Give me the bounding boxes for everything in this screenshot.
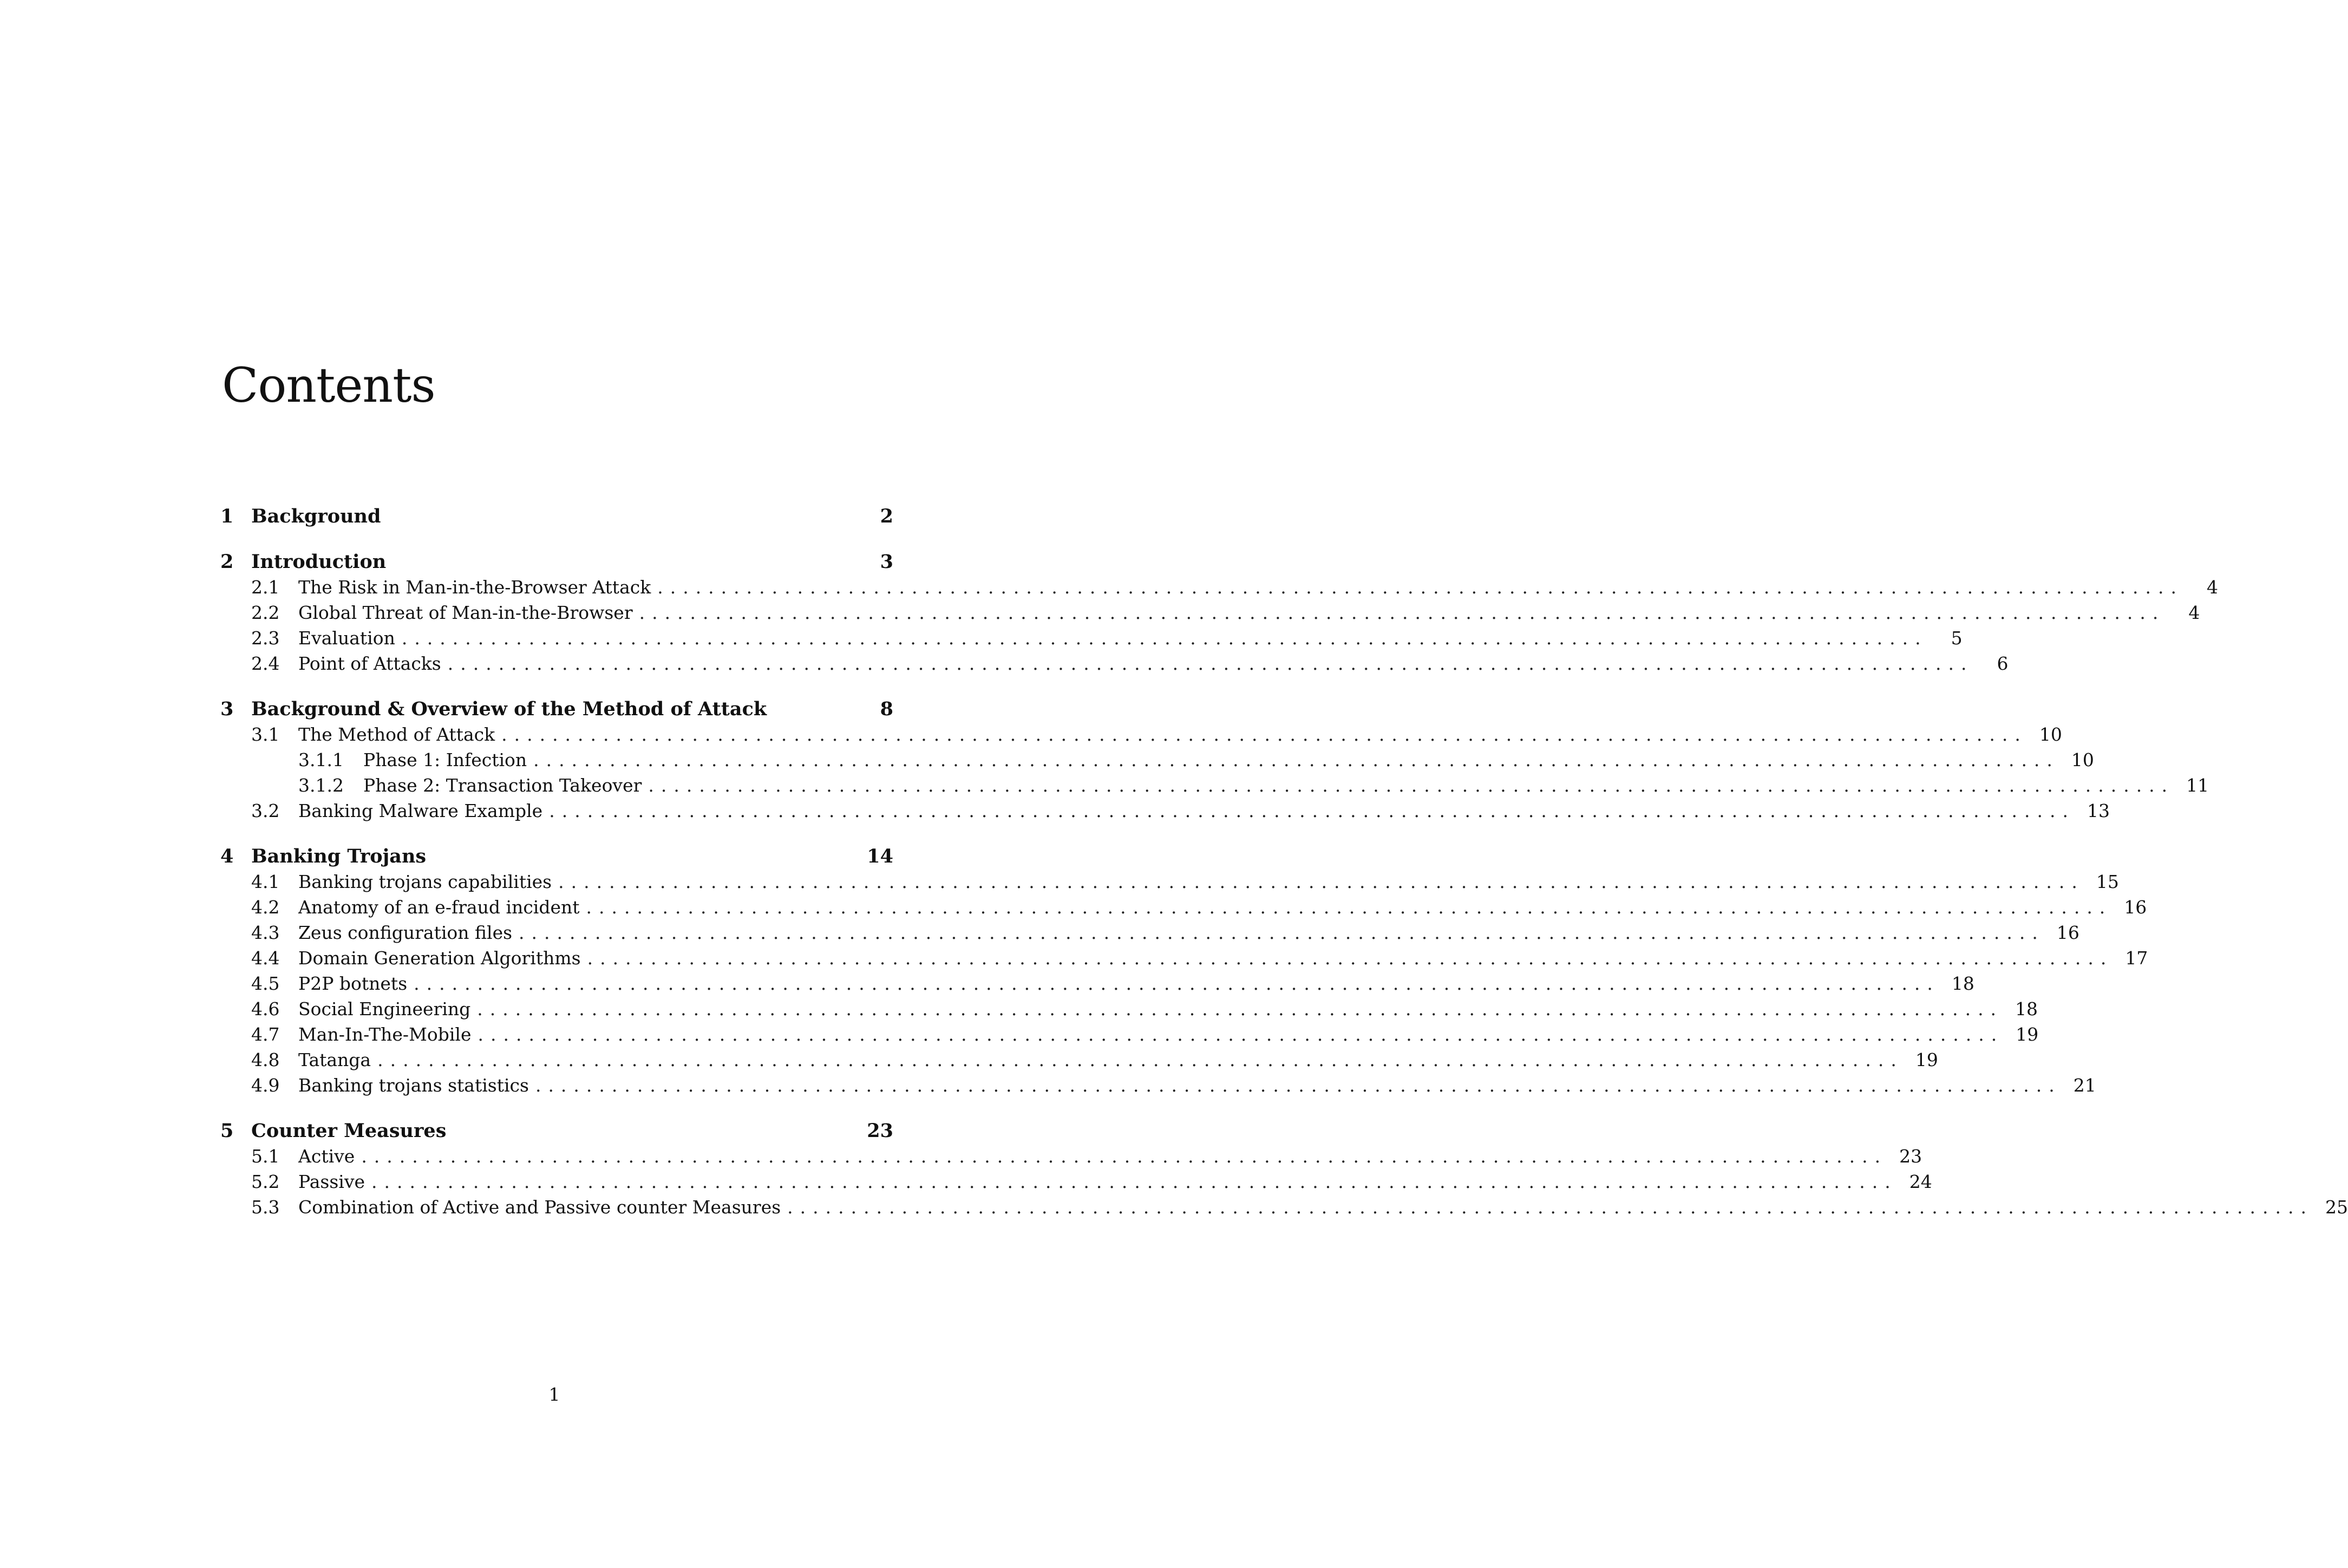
section-title: Domain Generation Algorithms xyxy=(298,948,581,969)
section-page: 16 xyxy=(2056,922,2079,943)
dot-leader: ........................................................................................................................ xyxy=(414,973,1940,994)
section-page: 25 xyxy=(2325,1197,2348,1218)
toc-section[interactable] xyxy=(220,600,2200,625)
section-page: 19 xyxy=(2016,1024,2039,1045)
section-page: 13 xyxy=(2087,800,2110,821)
toc-section[interactable] xyxy=(220,574,2218,600)
section-title: Banking trojans capabilities xyxy=(298,871,552,892)
chapter-title: Background & Overview of the Method of Attack xyxy=(251,698,767,720)
dot-leader: ........................................................................................................................ xyxy=(558,871,2084,892)
chapter-title: Banking Trojans xyxy=(251,845,427,867)
section-number: 4.6 xyxy=(251,998,280,1020)
section-page: 16 xyxy=(2124,897,2147,918)
section-page: 18 xyxy=(1951,973,1974,994)
section-number: 4.1 xyxy=(251,871,280,892)
toc-section[interactable] xyxy=(220,945,2148,971)
chapter-title: Counter Measures xyxy=(251,1120,447,1142)
dot-leader: ........................................................................................................................ xyxy=(787,1197,2313,1218)
chapter-page: 3 xyxy=(880,551,893,573)
section-title: Evaluation xyxy=(298,628,395,649)
section-number: 2.2 xyxy=(251,602,280,623)
section-number: 5.2 xyxy=(251,1171,280,1192)
section-title: Banking Malware Example xyxy=(298,800,543,821)
section-title: The Risk in Man-in-the-Browser Attack xyxy=(298,577,651,598)
section-number: 3.1.1 xyxy=(298,749,344,770)
toc-section[interactable] xyxy=(220,625,1963,651)
page-number: 1 xyxy=(548,1384,560,1405)
section-number: 4.8 xyxy=(251,1049,280,1070)
dot-leader: ........................................................................................................................ xyxy=(657,577,2183,598)
dot-leader: ........................................................................................................................ xyxy=(535,1075,2062,1096)
dot-leader: ........................................................................................................................ xyxy=(648,775,2175,796)
section-title: Passive xyxy=(298,1171,365,1192)
section-number: 4.4 xyxy=(251,948,280,969)
dot-leader: ........................................................................................................................ xyxy=(501,724,2027,745)
section-page: 15 xyxy=(2096,871,2119,892)
section-number: 4.2 xyxy=(251,897,280,918)
section-number: 2.3 xyxy=(251,628,280,649)
section-number: 3.2 xyxy=(251,800,280,821)
toc-section[interactable] xyxy=(220,1073,2096,1098)
section-title: Point of Attacks xyxy=(298,653,441,674)
section-page: 24 xyxy=(1909,1171,1932,1192)
section-number: 2.4 xyxy=(251,653,280,674)
section-page: 6 xyxy=(1997,653,2009,674)
toc-section[interactable] xyxy=(220,971,1974,996)
section-title: Social Engineering xyxy=(298,998,471,1020)
toc-section[interactable] xyxy=(220,996,2038,1022)
chapter-number: 1 xyxy=(220,505,234,527)
toc-section[interactable] xyxy=(220,894,2147,920)
section-title: Phase 1: Infection xyxy=(363,749,527,770)
section-number: 5.1 xyxy=(251,1146,280,1167)
dot-leader: ........................................................................................................................ xyxy=(549,800,2075,821)
section-number: 2.1 xyxy=(251,577,280,598)
toc-chapter[interactable] xyxy=(220,696,893,722)
section-number: 5.3 xyxy=(251,1197,280,1218)
section-page: 4 xyxy=(2188,602,2200,623)
toc-section[interactable] xyxy=(220,1047,1938,1073)
section-title: Phase 2: Transaction Takeover xyxy=(363,775,642,796)
chapter-page: 2 xyxy=(880,505,893,527)
section-title: The Method of Attack xyxy=(298,724,495,745)
toc-section[interactable] xyxy=(220,1169,1932,1194)
dot-leader: ........................................................................................................................ xyxy=(586,897,2112,918)
section-page: 4 xyxy=(2207,577,2218,598)
section-page: 11 xyxy=(2186,775,2209,796)
section-title: Active xyxy=(298,1146,355,1167)
chapter-page: 8 xyxy=(880,698,893,720)
toc-section[interactable] xyxy=(220,651,2009,676)
section-title: Banking trojans statistics xyxy=(298,1075,529,1096)
section-number: 4.7 xyxy=(251,1024,280,1045)
dot-leader: ........................................................................................................................ xyxy=(478,1024,2004,1045)
section-number: 3.1.2 xyxy=(298,775,344,796)
dot-leader: ........................................................................................................................ xyxy=(371,1171,1898,1192)
section-title: Tatanga xyxy=(298,1049,371,1070)
chapter-page: 23 xyxy=(867,1120,893,1142)
dot-leader: ........................................................................................................................ xyxy=(361,1146,1888,1167)
toc-section[interactable] xyxy=(220,1022,2039,1047)
section-page: 17 xyxy=(2125,948,2148,969)
section-title: Global Threat of Man-in-the-Browser xyxy=(298,602,633,623)
section-title: Man-In-The-Mobile xyxy=(298,1024,472,1045)
chapter-title: Background xyxy=(251,505,381,527)
dot-leader: ........................................................................................................................ xyxy=(587,948,2114,969)
section-title: Zeus configuration files xyxy=(298,922,513,943)
chapter-title: Introduction xyxy=(251,551,387,573)
toc-subsection[interactable] xyxy=(220,773,2209,798)
section-page: 5 xyxy=(1951,628,1963,649)
page-title: Contents xyxy=(222,357,435,413)
chapter-number: 2 xyxy=(220,551,234,573)
section-number: 4.3 xyxy=(251,922,280,943)
chapter-number: 3 xyxy=(220,698,234,720)
section-number: 4.5 xyxy=(251,973,280,994)
toc-section[interactable] xyxy=(220,1194,2348,1220)
toc-section[interactable] xyxy=(220,1144,1922,1169)
section-title: Anatomy of an e-fraud incident xyxy=(298,897,580,918)
dot-leader: ........................................................................................................................ xyxy=(447,653,1974,674)
chapter-number: 4 xyxy=(220,845,234,867)
toc-section[interactable] xyxy=(220,920,2079,945)
section-number: 3.1 xyxy=(251,724,280,745)
dot-leader: ........................................................................................................................ xyxy=(377,1049,1904,1070)
toc-subsection[interactable] xyxy=(220,747,2094,773)
chapter-number: 5 xyxy=(220,1120,234,1142)
dot-leader: ........................................................................................................................ xyxy=(533,749,2059,770)
section-page: 10 xyxy=(2039,724,2062,745)
section-page: 10 xyxy=(2071,749,2094,770)
section-page: 23 xyxy=(1899,1146,1922,1167)
toc-section[interactable] xyxy=(220,798,2110,824)
table-of-contents xyxy=(220,504,2348,1220)
dot-leader: ........................................................................................................................ xyxy=(519,922,2045,943)
toc-chapter[interactable] xyxy=(220,549,893,574)
dot-leader: ........................................................................................................................ xyxy=(401,628,1928,649)
toc-section[interactable] xyxy=(220,722,2062,747)
section-page: 19 xyxy=(1915,1049,1938,1070)
section-page: 18 xyxy=(2015,998,2038,1020)
toc-chapter[interactable] xyxy=(220,844,893,869)
section-title: P2P botnets xyxy=(298,973,408,994)
toc-section[interactable] xyxy=(220,869,2119,894)
section-page: 21 xyxy=(2073,1075,2096,1096)
toc-chapter[interactable] xyxy=(220,1118,893,1144)
section-title: Combination of Active and Passive counter Measures xyxy=(298,1197,781,1218)
dot-leader: ........................................................................................................................ xyxy=(477,998,2004,1020)
toc-chapter[interactable] xyxy=(220,504,893,529)
dot-leader: ........................................................................................................................ xyxy=(639,602,2166,623)
chapter-page: 14 xyxy=(867,845,893,867)
section-number: 4.9 xyxy=(251,1075,280,1096)
